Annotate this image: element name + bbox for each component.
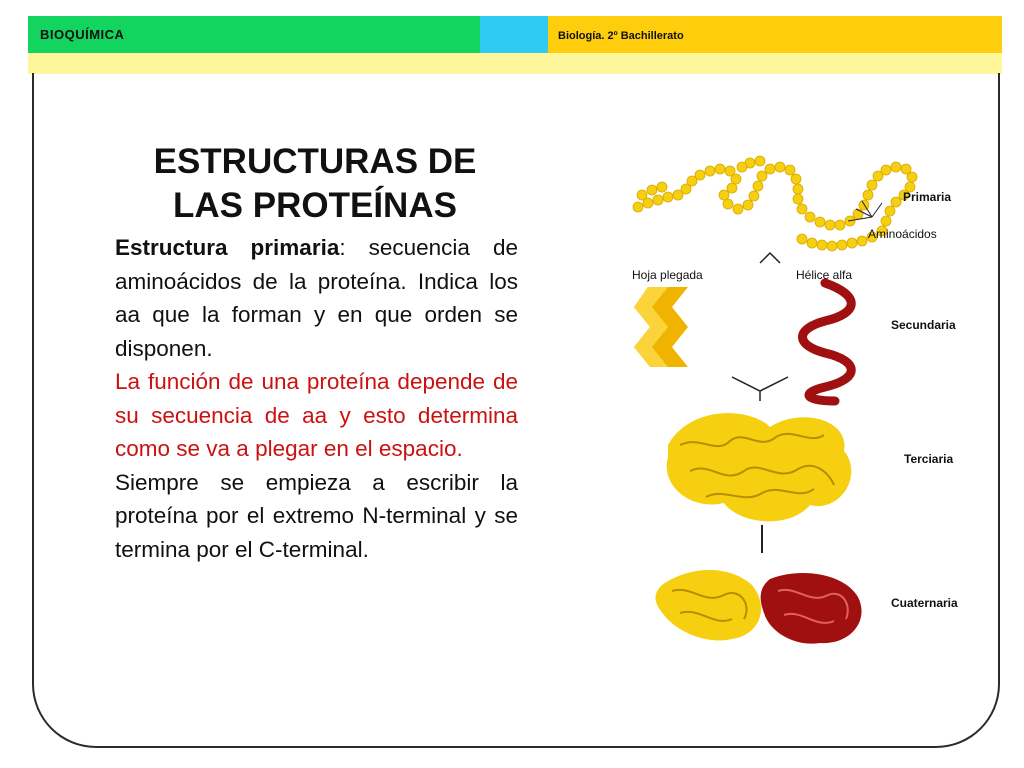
pleated-sheet-shape xyxy=(634,287,688,367)
quaternary-subunit-red xyxy=(761,573,862,644)
title-line-1: ESTRUCTURAS DE xyxy=(153,142,477,181)
label-primaria: Primaria xyxy=(903,190,952,204)
header-subject: BIOQUÍMICA xyxy=(40,27,125,42)
paragraph-function: La función de una proteína depende de su secuencia de aa y esto determina como se va a plegar en el espacio. xyxy=(115,369,518,461)
header-light-strip xyxy=(28,53,1002,74)
title-line-2: LAS PROTEÍNAS xyxy=(173,186,457,225)
header-course: Biología. 2º Bachillerato xyxy=(558,30,684,42)
branch-connector-middle xyxy=(732,377,788,401)
header-cyan-bar xyxy=(480,16,548,53)
paragraph-primary-structure xyxy=(115,231,518,365)
paragraph-terminals: Siempre se empieza a escribir la proteína por el extremo N-terminal y se termina por el C-terminal. xyxy=(115,469,518,562)
protein-structure-figure xyxy=(620,145,1010,665)
tertiary-fold-shape xyxy=(667,413,852,521)
primary-structure-definition: : secuencia de aminoácidos de la proteína. Indica los aa que la forman y en que orden se disponen. xyxy=(115,235,518,361)
label-aminoacidos: Aminoácidos xyxy=(868,227,937,241)
label-terciaria: Terciaria xyxy=(904,452,954,466)
term-primary-structure: Estructura primaria xyxy=(115,235,340,260)
alpha-helix-shape xyxy=(803,283,852,401)
label-secundaria: Secundaria xyxy=(891,318,956,332)
label-hoja-plegada: Hoja plegada xyxy=(632,268,703,282)
quaternary-subunit-yellow xyxy=(656,570,762,640)
branch-connector-top xyxy=(760,253,780,263)
label-helice-alfa: Hélice alfa xyxy=(796,268,853,282)
label-cuaternaria: Cuaternaria xyxy=(891,596,958,610)
slide-body xyxy=(115,231,518,566)
slide-title xyxy=(115,140,515,228)
